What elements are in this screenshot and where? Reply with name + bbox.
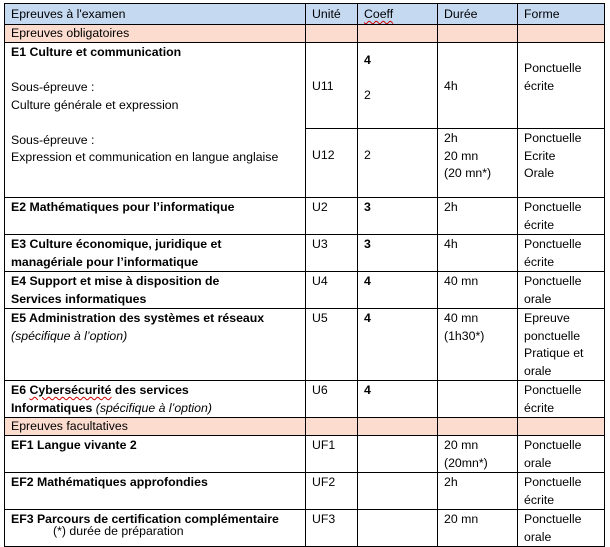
e1-sub1-forme (518, 43, 605, 129)
e1-sub2-label: Sous-épreuve : (11, 132, 95, 147)
e6-epreuve-cell (5, 381, 306, 418)
ef2-duree: 2h (438, 473, 518, 510)
e5-forme (518, 309, 605, 381)
e1-sub2-forme (518, 129, 605, 198)
table-row-e6 (5, 381, 605, 418)
e2-forme (518, 198, 605, 235)
e5-duree-1: 40 mn (444, 311, 479, 325)
ef3-duree: 20 mn (438, 510, 518, 547)
e2-forme-1: Ponctuelle (524, 200, 582, 214)
e3-title-2: managériale pour l’informatique (11, 254, 199, 269)
e6-title-2: Informatiques (11, 400, 93, 415)
ef1-forme (518, 436, 605, 473)
e4-title-2: Services informatiques (11, 291, 147, 306)
e2-duree: 2h (438, 198, 518, 235)
exam-table (4, 3, 605, 547)
e6-title-1: E6 Cybersécurité des services (11, 383, 189, 397)
table-row-e3 (5, 235, 605, 272)
e3-title (5, 235, 306, 272)
e1-coeff-cell (358, 43, 438, 129)
header-duree: Durée (438, 4, 518, 25)
ef3-forme-1: Ponctuelle (524, 512, 582, 526)
e6-duree (438, 381, 518, 418)
e1-sub2-coeff: 2 (358, 129, 438, 198)
ef2-forme (518, 473, 605, 510)
ef2-forme-2: écrite (524, 492, 555, 507)
e1-title: E1 Culture et communication (11, 45, 182, 59)
e3-duree: 4h (438, 235, 518, 272)
table-row-ef1 (5, 436, 605, 473)
e6-cybersecurite-word: Cybersécurité (29, 383, 112, 397)
e5-forme-3: Pratique et (524, 346, 584, 360)
e1-sub2-forme-1: Ponctuelle (524, 131, 582, 145)
e3-title-1: E3 Culture économique, juridique et (11, 237, 222, 251)
e3-forme-2: écrite (524, 254, 555, 269)
e5-title: E5 Administration des systèmes et réseaux (11, 311, 265, 325)
e5-duree (438, 309, 518, 381)
e1-sub2-forme-3: Orale (524, 166, 555, 180)
section-facultatives-label: Epreuves facultatives (5, 418, 306, 436)
e5-forme-2: ponctuelle (524, 328, 581, 343)
e2-coeff: 3 (358, 198, 438, 235)
ef3-unit: UF3 (306, 510, 358, 547)
ef1-title: EF1 Langue vivante 2 (5, 436, 306, 473)
ef2-title: EF2 Mathématiques approfondies (5, 473, 306, 510)
header-row (5, 4, 605, 25)
e3-unit: U3 (306, 235, 358, 272)
e4-forme (518, 272, 605, 309)
header-unite: Unité (306, 4, 358, 25)
ef3-forme-2: orale (524, 529, 552, 544)
e5-epreuve-cell (5, 309, 306, 381)
e1-epreuve-cell (5, 43, 306, 198)
e4-forme-2: orale (524, 291, 552, 306)
section-row-obligatoires (5, 25, 605, 43)
footnote: (*) durée de préparation (53, 524, 184, 538)
e1-sub2-unit: U12 (306, 129, 358, 198)
ef2-unit: UF2 (306, 473, 358, 510)
e1-sub2-duree-2: 20 mn (444, 148, 479, 163)
e3-forme (518, 235, 605, 272)
e6-title-2-line (11, 400, 305, 418)
header-coeff (358, 4, 438, 25)
e5-unit: U5 (306, 309, 358, 381)
e6-unit: U6 (306, 381, 358, 418)
e5-note: (spécifique à l’option) (11, 328, 128, 343)
e6-note: (spécifique à l’option) (92, 400, 212, 415)
e1-sub2-name: Expression et communication en langue anglaise (11, 150, 279, 164)
header-epreuves: Epreuves à l'examen (5, 4, 306, 25)
ef1-duree (438, 436, 518, 473)
e1-sub1-forme-1: Ponctuelle (524, 61, 582, 75)
e5-duree-2: (1h30*) (444, 328, 485, 343)
e3-forme-1: Ponctuelle (524, 237, 582, 251)
section-row-facultatives (5, 418, 605, 436)
e1-sub1-unit: U11 (306, 43, 358, 129)
e2-unit: U2 (306, 198, 358, 235)
section-obligatoires-label: Epreuves obligatoires (5, 25, 306, 43)
e4-unit: U4 (306, 272, 358, 309)
e5-forme-4: orale (524, 363, 552, 378)
table-row-e5 (5, 309, 605, 381)
ef1-unit: UF1 (306, 436, 358, 473)
ef3-title: EF3 Parcours de certification complémentaire (5, 510, 306, 547)
e6-forme (518, 381, 605, 418)
table-row-e4 (5, 272, 605, 309)
e4-title-1: E4 Support et mise à disposition de (11, 274, 220, 288)
e6-coeff: 4 (358, 381, 438, 418)
ef1-duree-2: (20mn*) (444, 455, 488, 470)
e1-sub2-duree-1: 2h (444, 131, 458, 145)
e1-sub2-forme-2: Ecrite (524, 148, 556, 163)
ef1-forme-2: orale (524, 455, 552, 470)
e1-sub2-duree-3: (20 mn*) (444, 166, 492, 180)
e1-sub1-duree: 4h (438, 43, 518, 129)
e2-forme-2: écrite (524, 217, 555, 232)
e5-coeff: 4 (358, 309, 438, 381)
e4-title (5, 272, 306, 309)
e1-sub1-label: Sous-épreuve : (11, 80, 95, 94)
header-coeff-label: Coeff (364, 7, 394, 21)
table-row-ef2 (5, 473, 605, 510)
ef1-duree-1: 20 mn (444, 438, 479, 452)
e6-forme-1: Ponctuelle (524, 383, 582, 397)
e1-sub1-coeff: 2 (364, 87, 371, 102)
e1-sub1-forme-2: écrite (524, 78, 555, 93)
ef3-forme (518, 510, 605, 547)
header-forme: Forme (518, 4, 605, 25)
e1-sub2-duree (438, 129, 518, 198)
table-row-e2 (5, 198, 605, 235)
e4-duree: 40 mn (438, 272, 518, 309)
ef2-forme-1: Ponctuelle (524, 475, 582, 489)
ef1-forme-1: Ponctuelle (524, 438, 582, 452)
e2-title: E2 Mathématiques pour l’informatique (5, 198, 306, 235)
e1-sub1-name: Culture générale et expression (11, 97, 179, 112)
table-row-e1 (5, 43, 605, 129)
e1-coeff: 4 (364, 53, 371, 67)
e4-coeff: 4 (358, 272, 438, 309)
e4-forme-1: Ponctuelle (524, 274, 582, 288)
e6-forme-2: écrite (524, 400, 555, 415)
e3-coeff: 3 (358, 235, 438, 272)
e5-forme-1: Epreuve (524, 311, 570, 325)
